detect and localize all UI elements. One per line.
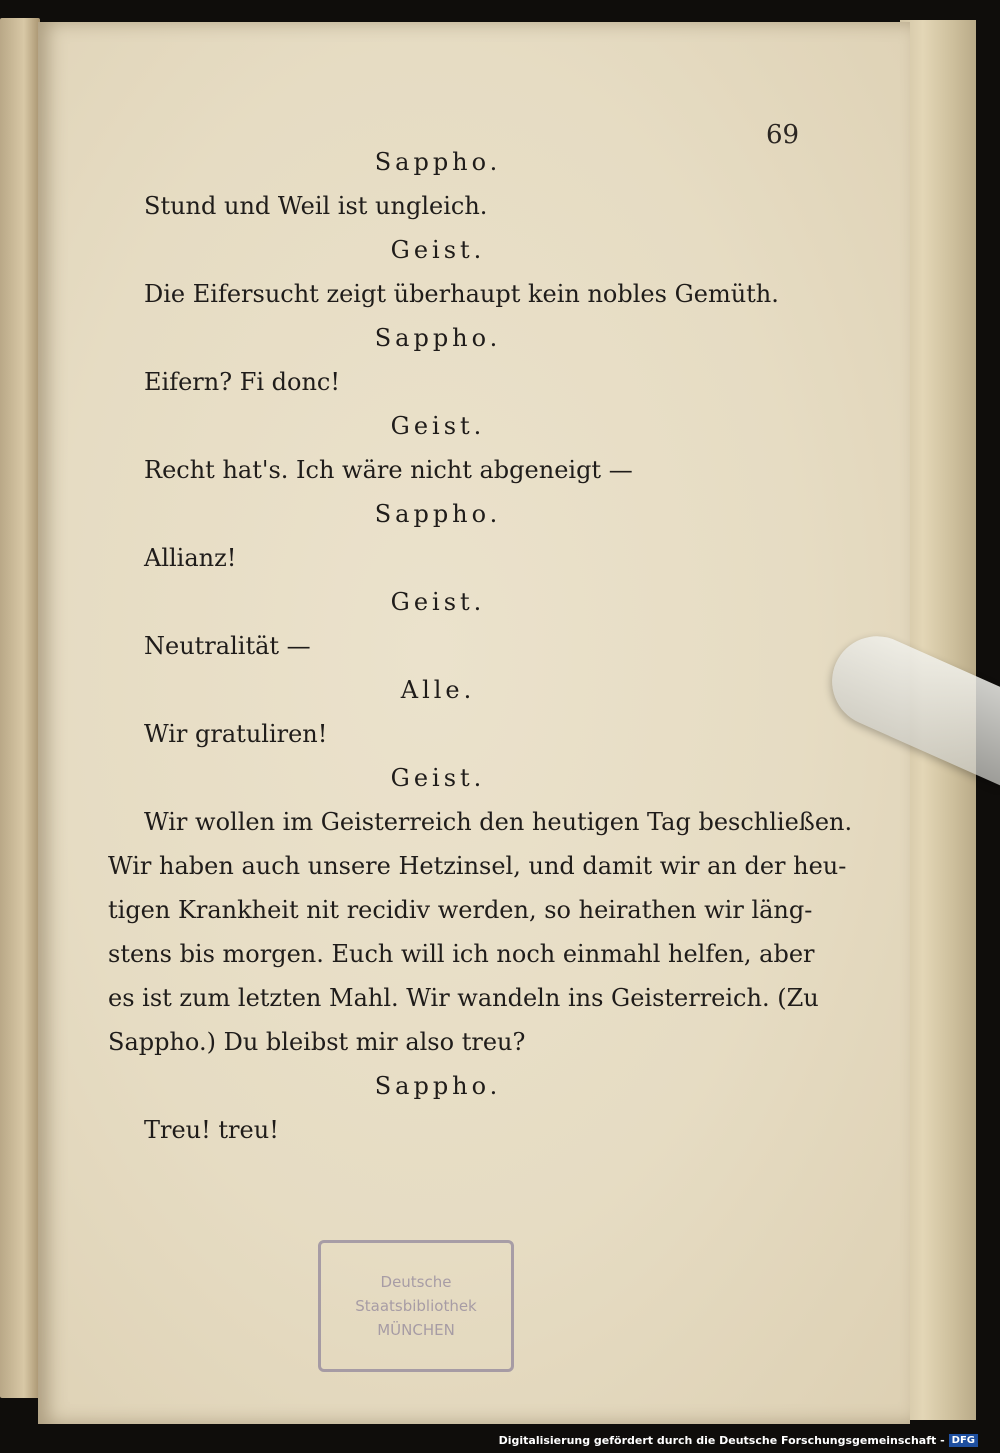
- page-number: 69: [766, 120, 800, 150]
- library-stamp: [318, 1240, 514, 1372]
- text-line: es ist zum letzten Mahl. Wir wandeln ins Geisterreich. (Zu: [108, 984, 819, 1012]
- stamp-line-1: Deutsche: [380, 1273, 452, 1291]
- text-line: Allianz!: [144, 544, 237, 572]
- speaker-name: Geist.: [390, 588, 486, 616]
- speaker-name: Sappho.: [374, 324, 502, 352]
- text-line: Treu! treu!: [144, 1116, 279, 1144]
- text-line: Recht hat's. Ich wäre nicht abgeneigt —: [144, 456, 633, 484]
- text-line: Wir gratuliren!: [144, 720, 328, 748]
- footer-text: Digitalisierung gefördert durch die Deutsche Forschungsgemeinschaft -: [498, 1434, 945, 1447]
- text-line: Eifern? Fi donc!: [144, 368, 341, 396]
- text-line: Neutralität —: [144, 632, 311, 660]
- text-line: Sappho.) Du bleibst mir also treu?: [108, 1028, 526, 1056]
- text-line: Die Eifersucht zeigt überhaupt kein nobles Gemüth.: [144, 280, 779, 308]
- text-line: tigen Krankheit nit recidiv werden, so heirathen wir läng-: [108, 896, 813, 924]
- text-line: Wir haben auch unsere Hetzinsel, und damit wir an der heu-: [108, 852, 847, 880]
- speaker-name: Geist.: [390, 412, 486, 440]
- footer: [499, 1434, 978, 1447]
- text-line: stens bis morgen. Euch will ich noch einmahl helfen, aber: [108, 940, 815, 968]
- speaker-name: Sappho.: [374, 1072, 502, 1100]
- speaker-name: Geist.: [390, 764, 486, 792]
- speaker-name: Geist.: [390, 236, 486, 264]
- speaker-name: Sappho.: [374, 148, 502, 176]
- speaker-name: Sappho.: [374, 500, 502, 528]
- text-line: Stund und Weil ist ungleich.: [144, 192, 488, 220]
- stamp-line-3: MÜNCHEN: [377, 1321, 455, 1339]
- dfg-logo-icon: DFG: [949, 1434, 978, 1447]
- text-line: Wir wollen im Geisterreich den heutigen Tag beschließen.: [144, 808, 853, 836]
- speaker-name: Alle.: [400, 676, 476, 704]
- text-block: [108, 140, 853, 1152]
- stamp-line-2: Staatsbibliothek: [355, 1297, 477, 1315]
- left-page-edge: [0, 18, 40, 1398]
